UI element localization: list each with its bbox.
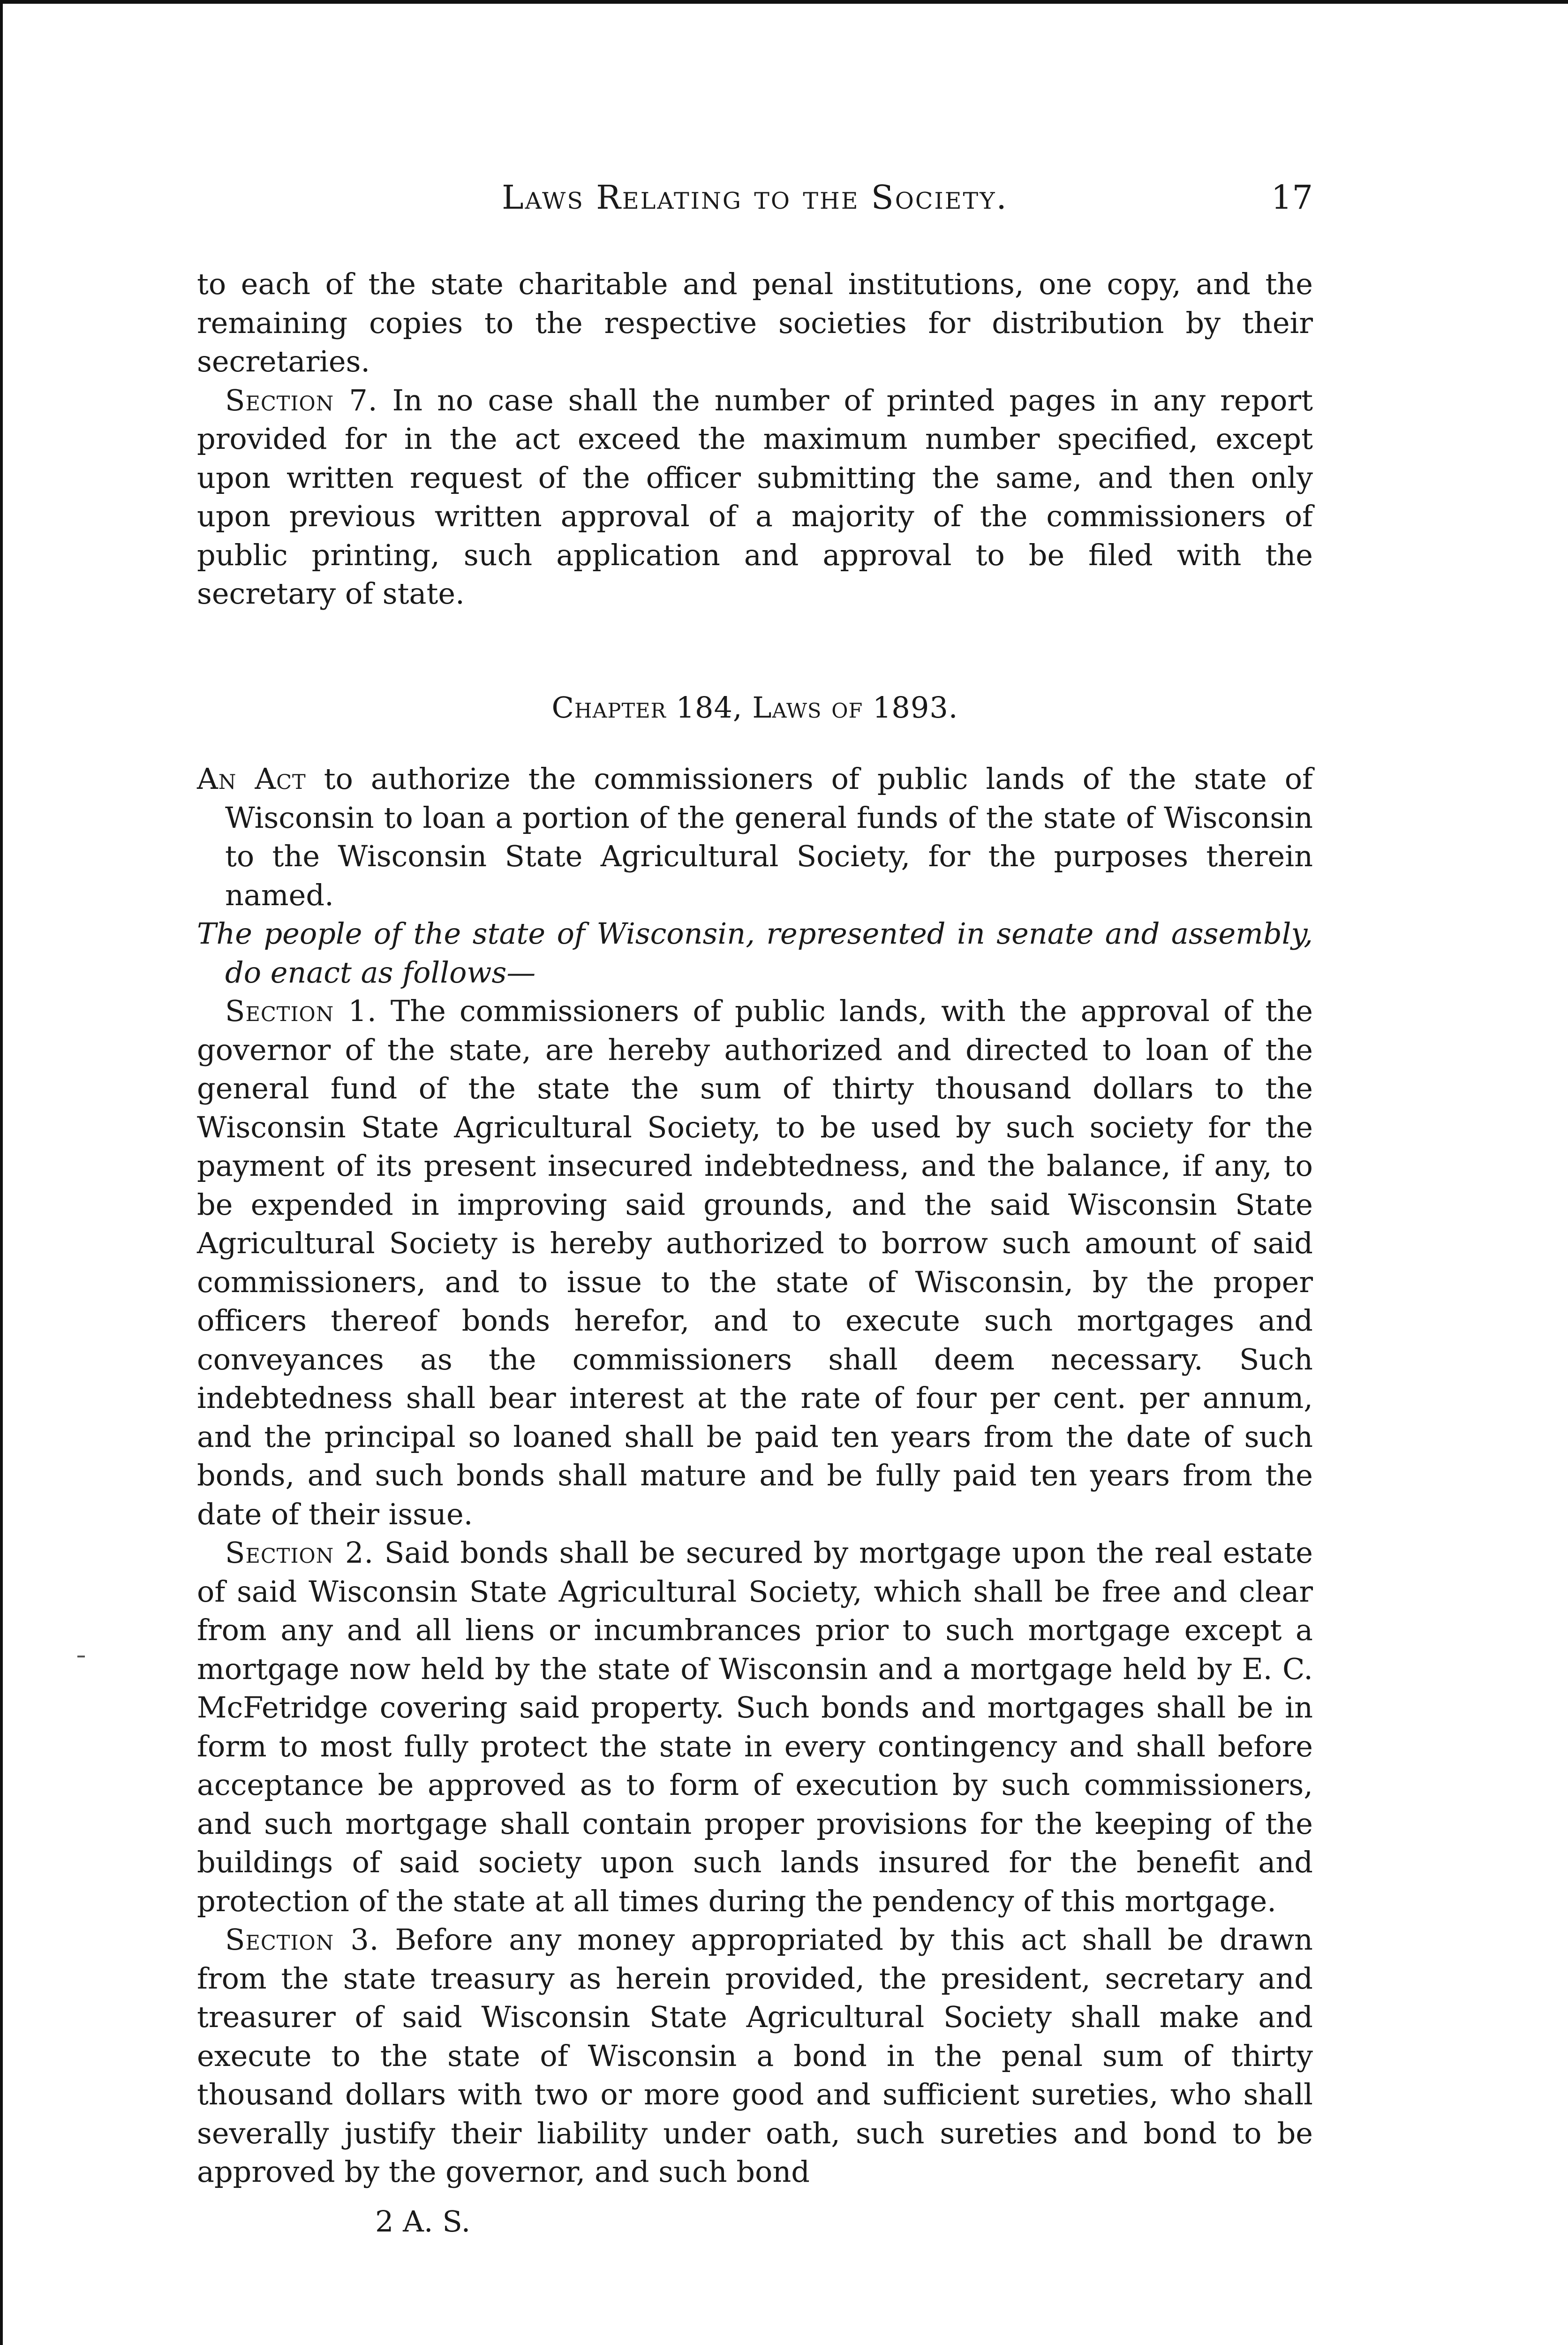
- running-title: Laws Relating to the Society.: [502, 178, 1008, 217]
- section-1-text: The commissioners of public lands, with the approval of the governor of the state, are hereby authorized and directed to loan of the general fund of the state the sum of thirty thousand dollars to the Wisconsin State Agricultural Society, to be used by such society for the payment of its present insecured indebtedness, and the balance, if any, to be expended in improving said grounds, and the said Wisconsin State Agricultural Society is hereby authorized to borrow such amount of said commissioners, and to issue to the state of Wisconsin, by the proper officers thereof bonds herefor, and to execute such mortgages and conveyances as the commissioners shall deem necessary. Such indebtedness shall bear interest at the rate of four per cent. per annum, and the principal so loaned shall be paid ten years from the date of such bonds, and such bonds shall mature and be fully paid ten years from the date of their issue.: [197, 994, 1313, 1531]
- act-label: An Act: [197, 762, 306, 796]
- section-1-label: Section 1.: [225, 994, 377, 1028]
- section-2-paragraph: [197, 1534, 1313, 1921]
- running-head: [197, 178, 1313, 220]
- section-2-label: Section 2.: [225, 1536, 374, 1570]
- section-3-paragraph: [197, 1921, 1313, 2192]
- section-7-label: Section 7.: [225, 383, 378, 417]
- section-7-text: In no case shall the number of printed pages in any report provided for in the act exceed the maximum number specified, except upon written request of the officer submitting the same, and then only upon previous written approval of a majority of the commissioners of public printing, such application and approval to be filed with the secretary of state.: [197, 383, 1313, 611]
- chapter-heading: Chapter 184, Laws of 1893.: [551, 690, 958, 725]
- section-3-label: Section 3.: [225, 1922, 379, 1957]
- signature-mark: 2 A. S.: [375, 2204, 471, 2239]
- section-2-text: Said bonds shall be secured by mortgage upon the real estate of said Wisconsin State Agricultural Society, which shall be free and clear from any and all liens or incumbrances prior to such mortgage except a mortgage now held by the state of Wisconsin and a mortgage held by E. C. McFetridge covering said property. Such bonds and mortgages shall be in form to most fully protect the state in every contingency and shall before acceptance be approved as to form of execution by such commissioners, and such mortgage shall contain proper provisions for the keeping of the buildings of said society upon such lands insured for the benefit and protection of the state at all times during the pendency of this mortgage.: [197, 1536, 1313, 1918]
- section-3-text: Before any money appropriated by this act shall be drawn from the state treasury as herein provided, the president, secretary and treasurer of said Wisconsin State Agricultural Society shall make and execute to the state of Wisconsin a bond in the penal sum of thirty thousand dollars with two or more good and sufficient sureties, who shall severally justify their liability under oath, such sureties and bond to be approved by the governor, and such bond: [197, 1922, 1313, 2189]
- scan-edge-left: [0, 0, 3, 2345]
- scan-edge-top: [0, 0, 1568, 4]
- section-7-paragraph: [197, 381, 1313, 613]
- enacting-clause: The people of the state of Wisconsin, represented in senate and assembly, do enact as follows—: [197, 916, 1313, 990]
- continuation-paragraph: to each of the state charitable and penal institutions, one copy, and the remaining copies to the respective societies for distribution by their secretaries.: [197, 267, 1313, 378]
- section-1-paragraph: [197, 992, 1313, 1534]
- act-title-paragraph: [197, 760, 1313, 915]
- margin-mark: [77, 1656, 85, 1657]
- page-number: 17: [1271, 178, 1313, 217]
- page-body: [197, 265, 1313, 2192]
- act-title-text: to authorize the commissioners of public lands of the state of Wisconsin to loan a portion of the general funds of the state of Wisconsin to the Wisconsin State Agricultural Society, for the purposes therein named.: [225, 762, 1313, 912]
